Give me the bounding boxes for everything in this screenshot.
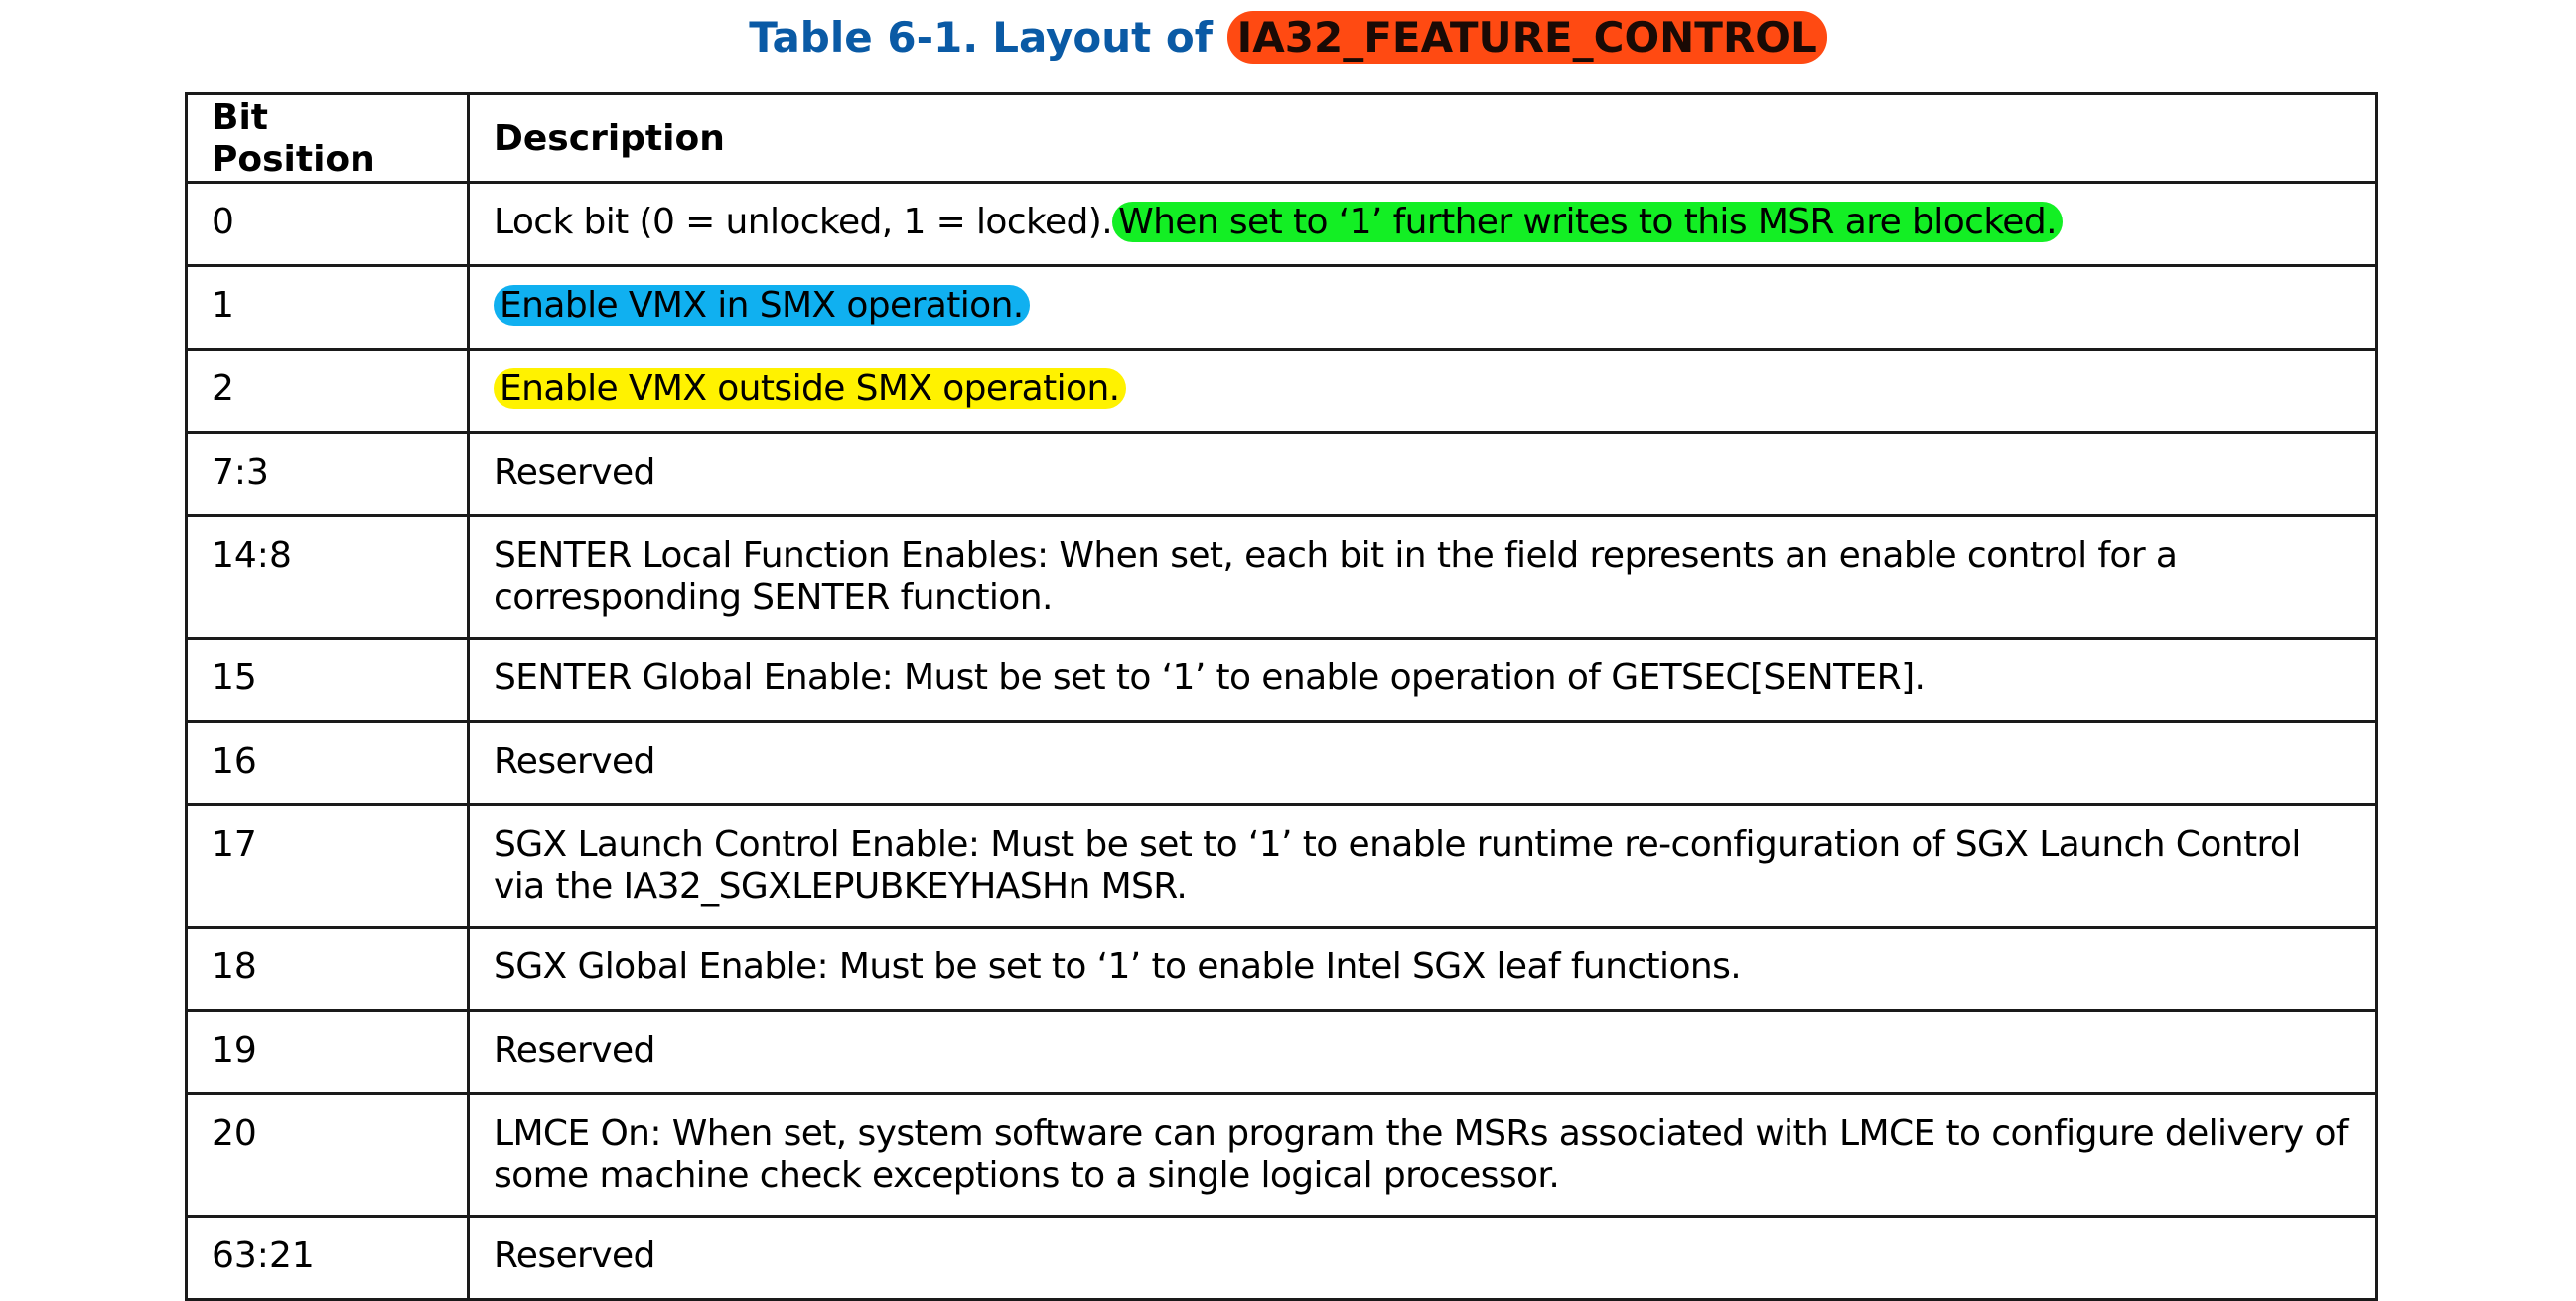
table-row xyxy=(187,722,2377,805)
feature-control-table xyxy=(185,92,2378,1301)
table-header-row xyxy=(187,94,2377,183)
description-cell: SGX Launch Control Enable: Must be set to ‘1’ to enable runtime re-configuration of SGX Launch Control via the IA32_SGXLEPUBKEYHASHn MSR. xyxy=(469,805,2377,928)
green-highlight: When set to ‘1’ further writes to this MSR are blocked. xyxy=(1112,202,2063,242)
yellow-highlight: Enable VMX outside SMX operation. xyxy=(494,368,1126,409)
table-row xyxy=(187,433,2377,516)
description-cell: Reserved xyxy=(469,722,2377,805)
table-caption xyxy=(0,8,2576,68)
description-cell: Reserved xyxy=(469,433,2377,516)
table-row xyxy=(187,639,2377,722)
bit-cell: 1 xyxy=(187,266,469,350)
description-cell: SGX Global Enable: Must be set to ‘1’ to enable Intel SGX leaf functions. xyxy=(469,928,2377,1011)
description-cell: LMCE On: When set, system software can program the MSRs associated with LMCE to configure delivery of some machine check exceptions to a single logical processor. xyxy=(469,1094,2377,1217)
bit-cell: 17 xyxy=(187,805,469,928)
caption-register-highlight: IA32_FEATURE_CONTROL xyxy=(1227,11,1827,64)
table-row xyxy=(187,1217,2377,1300)
bit-cell: 63:21 xyxy=(187,1217,469,1300)
table-row xyxy=(187,350,2377,433)
bit-cell: 20 xyxy=(187,1094,469,1217)
bit-cell: 7:3 xyxy=(187,433,469,516)
description-cell: Reserved xyxy=(469,1217,2377,1300)
table-row xyxy=(187,805,2377,928)
table-row xyxy=(187,516,2377,639)
bit-cell: 19 xyxy=(187,1011,469,1094)
table-row xyxy=(187,928,2377,1011)
description-text: Lock bit (0 = unlocked, 1 = locked). xyxy=(494,202,1113,242)
table-row xyxy=(187,266,2377,350)
bit-cell: 15 xyxy=(187,639,469,722)
description-cell: SENTER Global Enable: Must be set to ‘1’ to enable operation of GETSEC[SENTER]. xyxy=(469,639,2377,722)
table-row xyxy=(187,1094,2377,1217)
description-cell xyxy=(469,266,2377,350)
table-row xyxy=(187,183,2377,266)
table-row xyxy=(187,1011,2377,1094)
bit-cell: 18 xyxy=(187,928,469,1011)
bit-cell: 16 xyxy=(187,722,469,805)
bit-cell: 2 xyxy=(187,350,469,433)
description-cell xyxy=(469,350,2377,433)
description-cell xyxy=(469,183,2377,266)
description-cell: SENTER Local Function Enables: When set, each bit in the field represents an enable control for a corresponding SENTER function. xyxy=(469,516,2377,639)
bit-cell: 14:8 xyxy=(187,516,469,639)
header-bit-position: Bit Position xyxy=(187,94,469,183)
header-description: Description xyxy=(469,94,2377,183)
caption-text: Layout of xyxy=(992,13,1213,62)
bit-cell: 0 xyxy=(187,183,469,266)
description-cell: Reserved xyxy=(469,1011,2377,1094)
caption-number: Table 6-1. xyxy=(749,13,979,62)
blue-highlight: Enable VMX in SMX operation. xyxy=(494,285,1030,326)
